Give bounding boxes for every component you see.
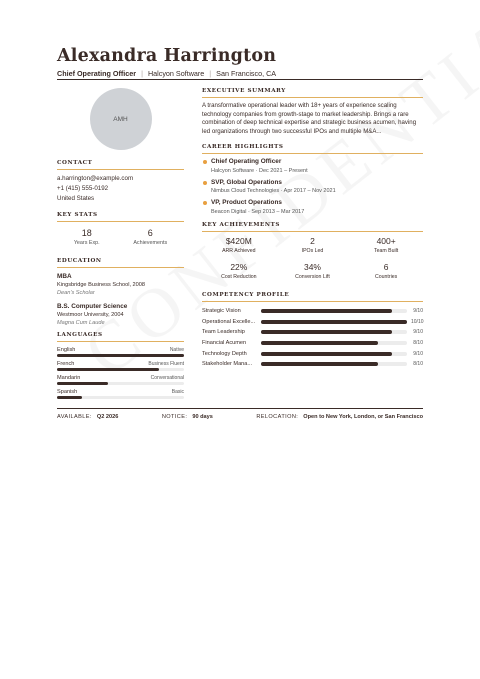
stat-item xyxy=(74,228,100,246)
highlight-title: Chief Operating Officer xyxy=(211,158,282,166)
avatar xyxy=(90,88,152,150)
competency-score: 9/10 xyxy=(413,350,423,357)
key-stats xyxy=(57,226,184,250)
achievement-label: Team Built xyxy=(374,247,399,254)
achievement-item xyxy=(202,262,276,280)
language-level: Native xyxy=(169,347,184,353)
footer-rule xyxy=(57,408,423,409)
achievement-value: 2 xyxy=(310,235,315,246)
honor: Magna Cum Laude xyxy=(57,320,105,326)
contact-email[interactable]: a.harrington@example.com xyxy=(57,175,134,182)
competency-row xyxy=(202,327,423,338)
achievement-label: ARR Achieved xyxy=(222,247,256,254)
relocation xyxy=(256,414,423,420)
degree: MBA xyxy=(57,273,72,280)
competency-bar xyxy=(261,362,407,366)
notice-label: NOTICE: xyxy=(161,414,188,420)
education-item xyxy=(57,302,184,327)
language-bar-fill xyxy=(57,382,108,385)
location: San Francisco, CA xyxy=(216,69,277,78)
achievement-item xyxy=(349,236,423,254)
highlight-sub: Beacon Digital · Sep 2013 – Mar 2017 xyxy=(211,208,305,215)
stat-value: 6 xyxy=(147,228,153,238)
avatar-initials: AMH xyxy=(113,115,128,123)
competency-row xyxy=(202,359,423,370)
competency-row xyxy=(202,338,423,349)
contact-heading: CONTACT xyxy=(57,160,184,170)
availability xyxy=(57,414,118,420)
degree: B.S. Computer Science xyxy=(57,303,128,310)
highlight-sub: Halcyon Software · Dec 2021 – Present xyxy=(211,167,308,174)
contact-country: United States xyxy=(57,195,95,202)
achievements-grid xyxy=(202,236,423,288)
available-value: Q2 2026 xyxy=(96,414,119,420)
relocation-label: RELOCATION: xyxy=(256,414,299,420)
separator: | xyxy=(141,69,143,78)
competency-bar-fill xyxy=(261,330,392,334)
competency-name: Technology Depth xyxy=(202,350,247,357)
language-level: Basic xyxy=(171,389,184,395)
competency-bar-fill xyxy=(261,352,392,356)
achievement-label: IPOs Led xyxy=(301,247,324,254)
education-item xyxy=(57,272,184,297)
left-column xyxy=(57,88,184,402)
header-rule xyxy=(57,79,423,80)
achievement-value: 22% xyxy=(230,261,248,272)
language-bar xyxy=(57,382,184,385)
available-label: AVAILABLE: xyxy=(57,414,92,420)
competency-name: Financial Acumen xyxy=(202,339,247,346)
achievement-value: $420M xyxy=(225,235,252,246)
competency-bar-fill xyxy=(261,320,407,324)
competency-name: Operational Excelle... xyxy=(202,318,256,325)
notice-value: 90 days xyxy=(192,414,213,420)
competency-bar-fill xyxy=(261,362,378,366)
highlight-item xyxy=(202,179,423,196)
competency-bar-fill xyxy=(261,309,392,313)
contact-phone[interactable]: +1 (415) 555-0192 xyxy=(57,185,109,192)
language-level: Conversational xyxy=(150,375,184,381)
job-title: Chief Operating Officer xyxy=(57,69,137,78)
key-stats-heading: KEY STATS xyxy=(57,212,184,222)
competency-bar xyxy=(261,320,407,324)
highlight-title: VP, Product Operations xyxy=(211,199,282,207)
school: Kingsbridge Business School, 2008 xyxy=(57,282,146,288)
honor: Dean's Scholar xyxy=(57,290,95,296)
language-bar-fill xyxy=(57,368,159,371)
competency-row xyxy=(202,306,423,317)
achievement-label: Cost Reduction xyxy=(221,273,257,280)
language-item xyxy=(57,388,184,399)
stat-label: Years Exp. xyxy=(73,240,100,246)
competency-name: Strategic Vision xyxy=(202,308,241,315)
header xyxy=(57,46,423,78)
competency-bar-fill xyxy=(261,341,378,345)
achievement-value: 34% xyxy=(303,261,321,272)
competency-bar xyxy=(261,352,407,356)
language-name: Spanish xyxy=(57,389,78,395)
highlight-item xyxy=(202,199,423,216)
highlight-item xyxy=(202,158,423,175)
language-level: Business Fluent xyxy=(148,361,184,367)
language-name: English xyxy=(57,347,76,353)
achievement-item xyxy=(276,236,350,254)
school: Westmoor University, 2004 xyxy=(57,312,124,318)
competency-score: 10/10 xyxy=(411,318,424,325)
achievement-item xyxy=(349,262,423,280)
language-item xyxy=(57,360,184,371)
summary-heading: EXECUTIVE SUMMARY xyxy=(202,88,423,98)
notice xyxy=(162,414,213,420)
highlight-title: SVP, Global Operations xyxy=(211,178,282,186)
competency-score: 8/10 xyxy=(413,361,423,368)
language-bar xyxy=(57,396,184,399)
footer xyxy=(57,414,423,420)
stat-label: Achievements xyxy=(133,240,168,246)
competency-name: Team Leadership xyxy=(202,329,245,336)
competency-row xyxy=(202,316,423,327)
achievements-heading: KEY ACHIEVEMENTS xyxy=(202,222,423,232)
language-item xyxy=(57,374,184,385)
separator: | xyxy=(209,69,212,78)
competency-score: 9/10 xyxy=(413,308,423,315)
language-item xyxy=(57,346,184,357)
highlights-heading: CAREER HIGHLIGHTS xyxy=(202,144,423,154)
competency-list xyxy=(202,306,423,370)
language-name: French xyxy=(57,361,75,367)
achievement-value: 6 xyxy=(383,261,389,272)
language-list xyxy=(57,346,184,399)
bullet-dot-icon xyxy=(203,201,207,205)
language-name: Mandarin xyxy=(57,375,81,381)
education-heading: EDUCATION xyxy=(57,258,184,268)
competency-bar xyxy=(261,309,407,313)
stat-item xyxy=(133,228,167,246)
competency-score: 8/10 xyxy=(413,339,423,346)
stat-value: 18 xyxy=(81,228,92,238)
highlights-list xyxy=(202,158,423,216)
competency-row xyxy=(202,348,423,359)
candidate-name: Alexandra Harrington xyxy=(57,46,277,66)
competency-heading: COMPETENCY PROFILE xyxy=(202,292,423,302)
language-bar xyxy=(57,354,184,357)
relocation-value: Open to New York, London, or San Francisco xyxy=(303,414,423,420)
bullet-dot-icon xyxy=(203,160,207,164)
achievement-item xyxy=(202,236,276,254)
languages-heading: LANGUAGES xyxy=(57,332,184,342)
achievement-label: Conversion Lift xyxy=(295,273,330,280)
summary-text: A transformative operational leader with 18+ years of experience scaling technology companies from growth-stage to market leadership. Brings a rare combination of deep technical expertise and strategic business acumen, having led organizations through two successful IPOs and multiple M&A... xyxy=(202,102,417,135)
avatar-wrap xyxy=(57,88,184,152)
achievement-item xyxy=(276,262,350,280)
competency-bar xyxy=(261,341,407,345)
competency-name: Stakeholder Mana... xyxy=(202,361,253,368)
competency-score: 9/10 xyxy=(413,329,423,336)
language-bar-fill xyxy=(57,354,184,357)
highlight-sub: Nimbus Cloud Technologies · Apr 2017 – Nov 2021 xyxy=(211,188,336,195)
achievement-label: Countries xyxy=(375,273,398,280)
header-subline xyxy=(57,69,423,78)
achievement-value: 400+ xyxy=(376,235,396,246)
right-column xyxy=(202,88,423,369)
bullet-dot-icon xyxy=(203,181,207,185)
language-bar-fill xyxy=(57,396,82,399)
competency-bar xyxy=(261,330,407,334)
language-bar xyxy=(57,368,184,371)
company: Halcyon Software xyxy=(147,69,205,78)
